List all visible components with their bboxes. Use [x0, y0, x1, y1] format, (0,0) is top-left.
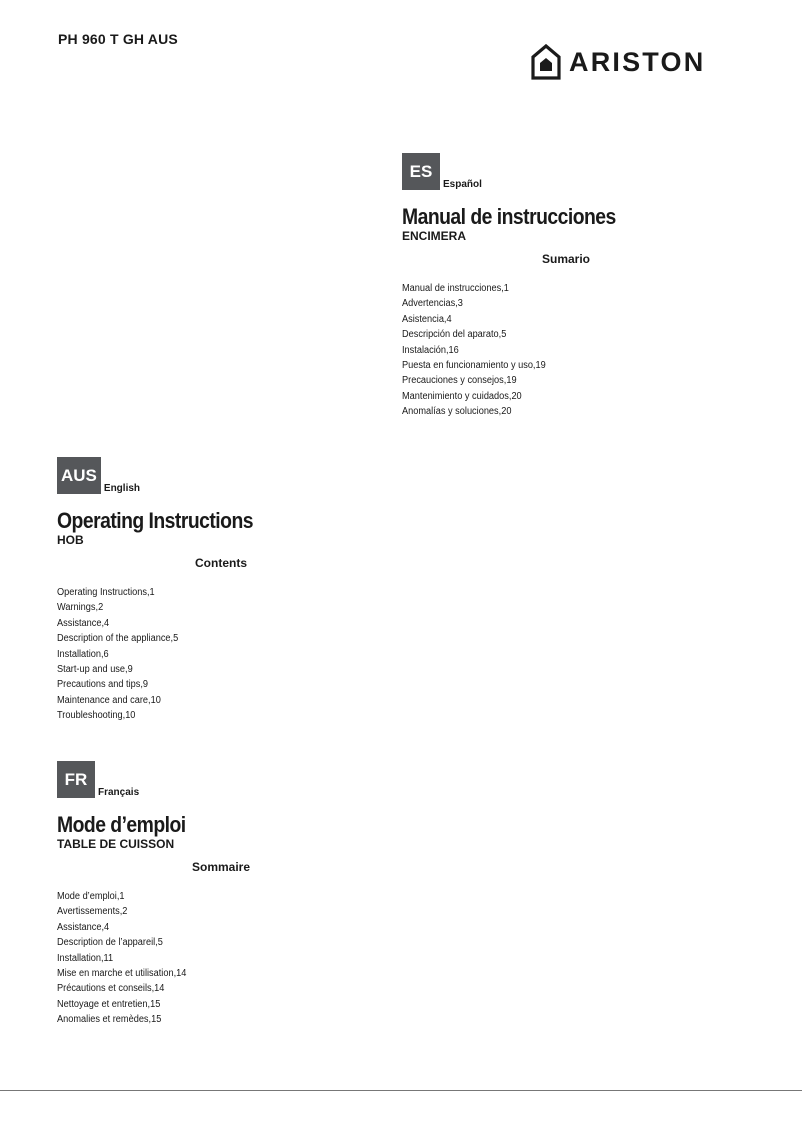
contents-item[interactable]: Manual de instrucciones,1 — [402, 283, 509, 294]
contents-item[interactable]: Maintenance and care,10 — [57, 694, 161, 706]
contents-item[interactable]: Advertencias,3 — [402, 298, 463, 310]
manual-title-es: Manual de instrucciones — [402, 204, 616, 229]
brand-logo — [531, 44, 705, 80]
contents-item[interactable]: Assistance,4 — [57, 921, 110, 933]
language-name-es: Español — [443, 179, 482, 190]
contents-item[interactable]: Avertissements,2 — [57, 906, 128, 918]
contents-item[interactable]: Puesta en funcionamiento y uso,19 — [402, 360, 546, 372]
manual-subtitle-aus: HOB — [57, 533, 84, 547]
contents-item[interactable]: Descripción del aparato,5 — [402, 329, 507, 341]
language-badge-aus: AUS — [57, 457, 101, 494]
language-name-fr: Français — [98, 787, 140, 798]
contents-item[interactable]: Mantenimiento y cuidados,20 — [402, 390, 522, 402]
section-es — [402, 153, 662, 420]
contents-heading-fr: Sommaire — [192, 860, 251, 874]
contents-item[interactable]: Mise en marche et utilisation,14 — [57, 968, 187, 980]
contents-item[interactable]: Assistance,4 — [57, 617, 110, 629]
contents-list-aus — [57, 585, 317, 724]
contents-item[interactable]: Operating Instructions,1 — [57, 587, 155, 598]
model-number: PH 960 T GH AUS — [58, 31, 178, 47]
contents-item[interactable]: Précautions et conseils,14 — [57, 983, 165, 995]
contents-item[interactable]: Start-up and use,9 — [57, 664, 133, 676]
contents-item[interactable]: Anomalías y soluciones,20 — [402, 406, 512, 418]
contents-list-es — [402, 281, 662, 420]
contents-heading-aus: Contents — [195, 556, 247, 570]
contents-item[interactable]: Troubleshooting,10 — [57, 710, 136, 722]
contents-item[interactable]: Installation,11 — [57, 952, 114, 964]
contents-item[interactable]: Warnings,2 — [57, 602, 104, 614]
footer-divider — [0, 1090, 802, 1091]
contents-item[interactable]: Anomalies et remèdes,15 — [57, 1014, 162, 1026]
contents-item[interactable]: Nettoyage et entretien,15 — [57, 998, 161, 1010]
contents-item[interactable]: Precauciones y consejos,19 — [402, 375, 517, 387]
contents-heading-es: Sumario — [542, 252, 591, 266]
manual-title-aus: Operating Instructions — [57, 508, 253, 533]
language-badge-fr: FR — [57, 761, 95, 798]
contents-item[interactable]: Instalación,16 — [402, 344, 459, 356]
manual-subtitle-fr: TABLE DE CUISSON — [57, 837, 175, 851]
section-aus — [57, 457, 317, 724]
house-logo-icon — [531, 44, 561, 80]
contents-item[interactable]: Mode d’emploi,1 — [57, 891, 125, 902]
contents-item[interactable]: Description of the appliance,5 — [57, 633, 179, 645]
section-fr — [57, 761, 317, 1028]
contents-item[interactable]: Precautions and tips,9 — [57, 679, 149, 691]
contents-item[interactable]: Asistencia,4 — [402, 313, 452, 325]
manual-title-fr: Mode d’emploi — [57, 812, 186, 837]
language-name-aus: English — [103, 483, 141, 494]
language-badge-es: ES — [402, 153, 440, 190]
brand-name: ARISTON — [569, 46, 706, 77]
manual-subtitle-es: ENCIMERA — [402, 229, 467, 243]
contents-item[interactable]: Description de l’appareil,5 — [57, 937, 163, 949]
contents-item[interactable]: Installation,6 — [57, 648, 109, 660]
contents-list-fr — [57, 889, 317, 1028]
